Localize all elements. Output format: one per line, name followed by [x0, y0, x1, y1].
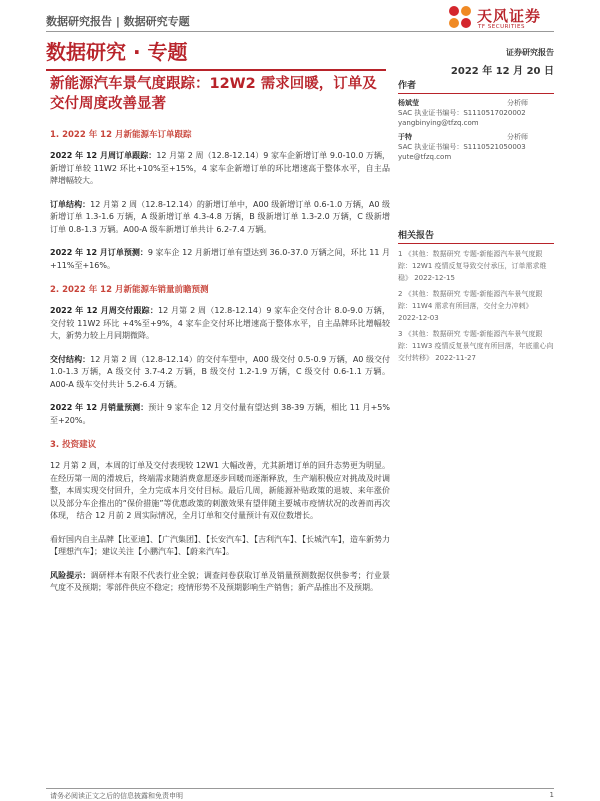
- related-report-link[interactable]: 2 《其他：数据研究 专题-新能源汽车景气度跟踪：11W4 需求有所回落，交付全力冲刺》 2022-12-03: [398, 290, 543, 322]
- paragraph-lead: 2022 年 12 月周交付跟踪：: [50, 306, 159, 315]
- section-investment-advice: [50, 438, 390, 595]
- related-report-link[interactable]: 3 《其他：数据研究 专题-新能源汽车景气度跟踪：11W3 疫情反复景气度有所回落，年底重心向交付转移》 2022-11-27: [398, 330, 554, 362]
- author-role: 分析师: [507, 99, 528, 107]
- paragraph: [50, 199, 390, 237]
- related-report-link[interactable]: 1 《其他：数据研究 专题-新能源汽车景气度跟踪：12W1 疫情反复导致交付承压，订单需求维稳》 2022-12-15: [398, 250, 547, 282]
- author-cert: SAC 执业证书编号：S1110521050003: [398, 143, 526, 151]
- logo-mark-icon: [447, 4, 473, 30]
- paragraph: [50, 247, 390, 272]
- section-heading: 2. 2022 年 12 月新能源车销量前瞻预测: [50, 285, 209, 295]
- paragraph-text: 12 月第 2 周（12.8-12.14）的新增订单中，A00 级新增订单 0.6-1.0 万辆，A0 级新增订单 1.3-1.6 万辆，A 级新增订单 4.3-4.8 万辆，B 级新增订单 1.3-2.0 万辆，C 级新增订单 0.8-1.3 万辆。A00-A 级车新增订单共计 6.2-7.4 万辆。: [50, 199, 391, 234]
- author-cert: SAC 执业证书编号：S1110517020002: [398, 109, 526, 117]
- main-content: [50, 124, 390, 606]
- paragraph: [50, 354, 390, 392]
- paragraph-text: 12 月第 2 周（12.8-12.14）的交付车型中，A00 级交付 0.5-0.9 万辆，A0 级交付 1.0-1.3 万辆，A 级交付 3.7-4.2 万辆，B 级交付 1.2-1.9 万辆，C 级交付 0.6-1.1 万辆。A00-A 级车交付共计 5.2-6.4 万辆。: [50, 354, 391, 389]
- disclaimer-note: 请务必阅读正文之后的信息披露和免责申明: [50, 792, 183, 800]
- company-logo: [447, 4, 557, 34]
- author-name: 杨斌莹: [398, 99, 419, 107]
- report-type: 证券研究报告: [506, 48, 554, 57]
- author-email[interactable]: yangbinying@tfzq.com: [398, 119, 479, 127]
- page-title: 数据研究 · 专题: [46, 40, 188, 64]
- section-sales-forecast: [50, 283, 390, 427]
- report-headline: 新能源汽车景气度跟踪：12W2 需求回暖，订单及交付周度改善显著: [50, 76, 377, 112]
- paragraph-text: 12 月第 2 周（12.8-12.14）9 家车企新增订单 9.0-10.0 万辆，新增订单较 11W2 环比+10%至+15%，4 家车企新增订单的环比增速高于整体水平，自主品牌增幅较大。: [50, 151, 390, 185]
- report-date: 2022 年 12 月 20 日: [450, 66, 554, 77]
- paragraph-recommendation: [50, 534, 390, 559]
- paragraph-lead: 2022 年 12 月销量预测：: [50, 403, 149, 412]
- paragraph-text: 12 月第 2 周（12.8-12.14）9 家车企交付合计 8.0-9.0 万辆，交付较 11W2 环比 +4%至+9%，4 家车企交付环比增速高于整体水平，自主品牌环比增幅较大，新势力较上月同期微降。: [50, 306, 390, 340]
- related-reports-list: [398, 248, 554, 364]
- section-heading: 3. 投资建议: [50, 440, 97, 450]
- author-role: 分析师: [507, 133, 528, 141]
- related-reports-heading: 相关报告: [398, 228, 554, 244]
- paragraph-lead: 2022 年 12 月订单预测：: [50, 248, 148, 257]
- paragraph: [50, 402, 390, 427]
- section-orders: [50, 128, 390, 272]
- paragraph-text: 调研样本有限不代表行业全貌；调查问卷获取订单及销量预测数据仅供参考；行业景气度不及预期；零部件供应不稳定；疫情形势不及预期影响生产销售；新产品推出不及预期。: [50, 570, 391, 592]
- paragraph-risk: [50, 570, 390, 595]
- paragraph-lead: 风险提示：: [50, 570, 91, 580]
- logo-text-en: TF SECURITIES: [478, 24, 525, 30]
- page-number: 1: [549, 791, 554, 799]
- logo-text-cn: 天风证券: [477, 7, 542, 25]
- author-name: 于特: [398, 133, 412, 141]
- authors-heading: 作者: [398, 78, 554, 94]
- paragraph: [50, 305, 390, 343]
- report-breadcrumb: 数据研究报告 | 数据研究专题: [46, 15, 190, 28]
- paragraph-text: 9 家车企 12 月新增订单有望达到 36.0-37.0 万辆之间，环比 11 月+11%至+16%。: [50, 248, 390, 270]
- paragraph: [50, 150, 390, 188]
- sidebar-spacer: [398, 166, 554, 228]
- author-card: [398, 98, 554, 128]
- paragraph-text: 看好国内自主品牌【比亚迪】、【广汽集团】、【长安汽车】、【吉利汽车】、【长城汽车】，造车新势力【理想汽车】；建议关注【小鹏汽车】、【蔚来汽车】。: [50, 534, 390, 556]
- header-divider: [46, 31, 554, 32]
- section-heading: 1. 2022 年 12 月新能源车订单跟踪: [50, 130, 192, 140]
- paragraph-lead: 交付结构：: [50, 354, 91, 364]
- paragraph-text: 12 月第 2 周，本周的订单及交付表现较 12W1 大幅改善，尤其新增订单的回升态势更为明显。在经历第一周的滑坡后，终端需求随消费意愿逐步回暖而逐渐释放，生产端积极应对挑战及时调整，本周实现交付回升，全力完成本月交付目标。最后几周，新能源补贴政策的退坡、来年涨价以及部分车企推出的“保价措施”等优惠政策的刺激效果有望伴随主要城市疫情状况的改善而再次体现， 结合 12 月前 2 周实际情况，全月订单和交付量预计有双位数增长。: [50, 461, 390, 520]
- author-card: [398, 132, 554, 162]
- paragraph-lead: 订单结构：: [50, 199, 91, 209]
- author-email[interactable]: yute@tfzq.com: [398, 153, 452, 161]
- title-divider: [46, 69, 386, 71]
- footer-divider: [46, 788, 554, 789]
- paragraph-text: 预计 9 家车企 12 月交付量有望达到 38-39 万辆，相比 11 月+5%至+20%。: [50, 403, 390, 425]
- sidebar: [398, 78, 554, 368]
- paragraph-lead: 2022 年 12 月周订单跟踪：: [50, 151, 157, 160]
- paragraph: [50, 460, 390, 523]
